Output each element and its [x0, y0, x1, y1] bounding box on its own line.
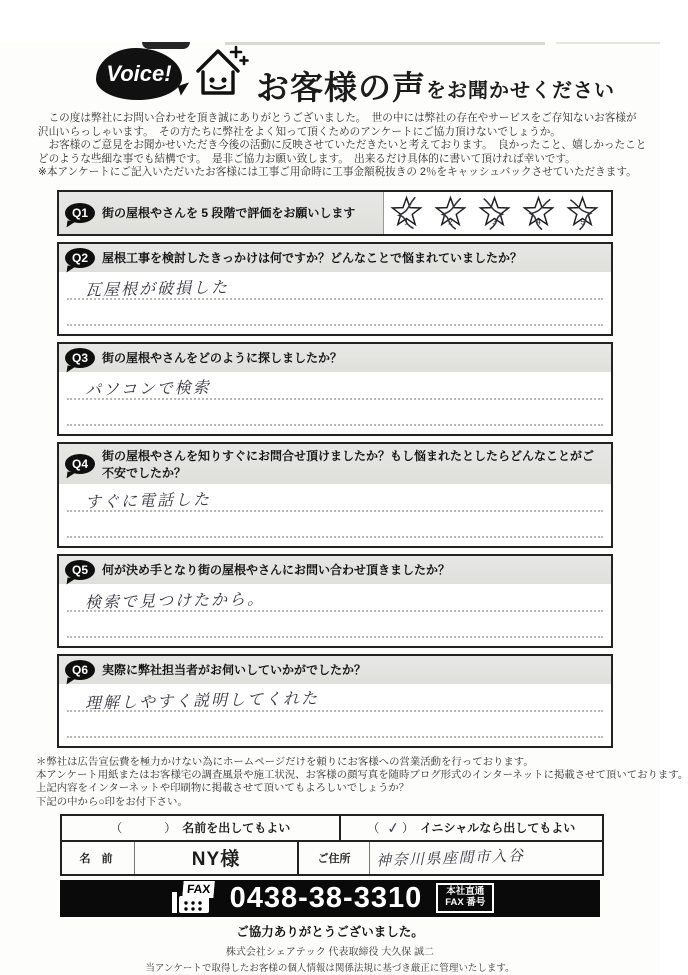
note-line: 上記内容をインターネットや印刷物に掲載させて頂いてもよろしいでしょうか？: [36, 783, 410, 795]
q6-handwritten-answer: 理解しやすく説明してくれた: [84, 690, 320, 713]
address-value: [370, 842, 602, 874]
scan-artifact: [225, 42, 545, 45]
question-box-q2: [57, 242, 613, 336]
privacy-notice: 当アンケートで取得したお客様の個人情報は関係法規に基づき厳正に管理いたします。: [145, 962, 515, 974]
q2-label: Q2: [71, 250, 88, 265]
q3-question-text: 街の屋根やさんをどのように探しましたか？: [102, 351, 343, 366]
q4-header: [59, 444, 611, 484]
intro-line: お客様のご意見をお聞かせいただき今後の活動に反映させていただきたいと考えております。 良かったこと、嬉しかったこと: [38, 139, 647, 152]
star-number: 5: [580, 216, 585, 227]
q4-label: Q4: [71, 456, 88, 471]
question-box-q1: [57, 190, 613, 236]
consent-option-paren: （ ）: [110, 821, 183, 836]
question-box-q6: [57, 654, 613, 748]
q3-handwritten-answer: パソコンで検索: [84, 379, 211, 400]
header: [96, 42, 660, 104]
intro-line: ※本アンケートにご記入いただいたお客様には工事ご用命時に工事金額税抜きの 2％をキャッシュバックさせていただきます。: [38, 166, 637, 179]
answer-line: [67, 324, 603, 326]
q4-handwritten-answer: すぐに電話した: [84, 491, 212, 512]
q6-bubble-icon: [65, 660, 95, 680]
question-box-q4: [57, 442, 613, 548]
q1-header: [59, 192, 384, 234]
q4-question-text: 街の屋根やさんを知りすぐにお問合せ頂けましたか？もし悩まれたとしたらどんなことがご不安でしたか？: [102, 448, 595, 480]
star-number: 3: [492, 216, 497, 227]
intro-paragraph: [38, 112, 647, 180]
q5-question-text: 何が決め手となり街の屋根やさんにお問い合わせ頂きましたか？: [102, 563, 451, 578]
voice-label: Voice!: [106, 61, 172, 86]
q5-bubble-icon: [65, 560, 95, 580]
answer-line: [67, 510, 603, 512]
address-label: ご住所: [299, 842, 370, 874]
q2-answer-area: [59, 272, 611, 334]
footer-notes: [36, 756, 688, 809]
handwritten-checkmark: ✓: [386, 818, 402, 838]
consent-option-initial: [341, 816, 602, 840]
consent-option-paren: ）: [401, 821, 420, 836]
q2-bubble-icon: [65, 248, 95, 268]
page-title: お客様の声: [256, 69, 426, 106]
consent-table: [60, 814, 604, 876]
q1-bubble-icon: [65, 203, 95, 223]
q5-answer-area: [59, 584, 611, 646]
consent-option-initial-label: イニシャルなら出してもよい: [419, 821, 576, 836]
intro-line: 沢山いらっしゃいます。 その方たちに弊社をよく知って頂くためのアンケートにご協力頂けないでしょうか。: [38, 125, 561, 138]
answer-line: [67, 736, 603, 738]
star-number: 4: [536, 216, 541, 227]
question-box-q5: [57, 554, 613, 648]
q2-handwritten-answer: 瓦屋根が破損した: [84, 279, 230, 300]
voice-logo: [96, 48, 182, 100]
q2-question-text: 屋根工事を検討したきっかけは何ですか？どんなことで悩まれていましたか？: [102, 251, 523, 266]
q5-label: Q5: [71, 562, 88, 577]
note-line: ＊弊社は広告宣伝費を極力かけない為にホームページだけを頼りにお客様への営業活動を行っております。: [36, 756, 534, 768]
intro-line: この度は弊社にお問い合わせを頂き誠にありがとうございました。 世の中には弊社の存在やサービスをご存知ないお客様が: [38, 112, 637, 124]
question-box-q3: [57, 342, 613, 436]
sparkle-icon: [231, 47, 248, 64]
q4-bubble-icon: [65, 454, 95, 474]
q6-label: Q6: [71, 662, 88, 677]
fax-machine-icon: [166, 882, 216, 914]
star-number: 1: [404, 216, 409, 227]
name-label: 名 前: [62, 842, 135, 874]
q3-header: [59, 344, 611, 372]
star-number: 2: [448, 216, 453, 227]
fax-note-line2: FAX 番号: [445, 897, 486, 909]
fax-bar: [60, 880, 600, 917]
q6-question-text: 実際に弊社担当者がお伺いしていかがでしたか？: [102, 663, 367, 678]
q3-label: Q3: [71, 350, 88, 365]
q4-answer-area: [59, 484, 611, 546]
q6-header: [59, 656, 611, 684]
star-icon-2: [432, 194, 469, 231]
star-icon-5: [564, 194, 601, 231]
thanks-message: ご協力ありがとうございました。: [236, 924, 424, 939]
fax-note-line1: 本社直通: [446, 886, 485, 898]
note-line: 下記の中から○印をお付下さい。: [36, 796, 188, 808]
name-value: NY様: [135, 842, 299, 874]
answer-line: [67, 710, 603, 712]
star-icon-4: [520, 194, 557, 231]
company-name: 株式会社シェアテック 代表取締役 大久保 誠二: [225, 946, 435, 958]
questions-section: [57, 190, 613, 748]
q5-handwritten-answer: 検索で見つけたから。: [84, 591, 266, 612]
answer-line: [67, 298, 603, 300]
fax-number: 0438-38-3310: [229, 881, 423, 914]
q3-answer-area: [59, 372, 611, 434]
rating-stars: [384, 192, 611, 234]
q1-label: Q1: [71, 205, 88, 220]
answer-line: [67, 398, 603, 400]
scan-artifact: [142, 42, 190, 49]
q3-bubble-icon: [65, 348, 95, 368]
q5-header: [59, 556, 611, 584]
consent-info-row: [62, 842, 602, 876]
answer-line: [67, 536, 603, 538]
q2-header: [59, 244, 611, 272]
fax-label: FAX: [182, 881, 215, 898]
answer-line: [67, 610, 603, 612]
closing-section: [0, 922, 660, 974]
consent-options-row: [62, 816, 602, 842]
star-icon-3: [476, 194, 513, 231]
answer-line: [67, 636, 603, 638]
handwritten-address: 神奈川県座間市入谷: [375, 847, 525, 870]
house-icon: [192, 39, 250, 104]
survey-scan-page: [0, 42, 688, 975]
intro-line: どのような些細な事でも結構です。 是非ご協力お願い致します。 出来るだけ具体的に書いて頂ければ幸いです。: [38, 152, 576, 165]
q6-answer-area: [59, 684, 611, 746]
scan-artifact: [556, 42, 660, 44]
q1-question-text: 街の屋根やさんを 5 段階で評価をお願いします: [102, 206, 356, 221]
fax-note-box: [436, 883, 494, 913]
star-icon-1: [388, 194, 425, 231]
page-title-suffix: をお聞かせください: [426, 80, 615, 102]
answer-line: [67, 424, 603, 426]
consent-option-name-label: 名前を出してもよい: [182, 821, 291, 836]
note-line: 本アンケート用紙またはお客様宅の調査風景や施工状況、お客様の顔写真を随時ブログ形式のインターネットに掲載させて頂いております。: [36, 770, 688, 782]
consent-option-name: [62, 816, 341, 840]
consent-option-paren: （: [367, 821, 386, 836]
